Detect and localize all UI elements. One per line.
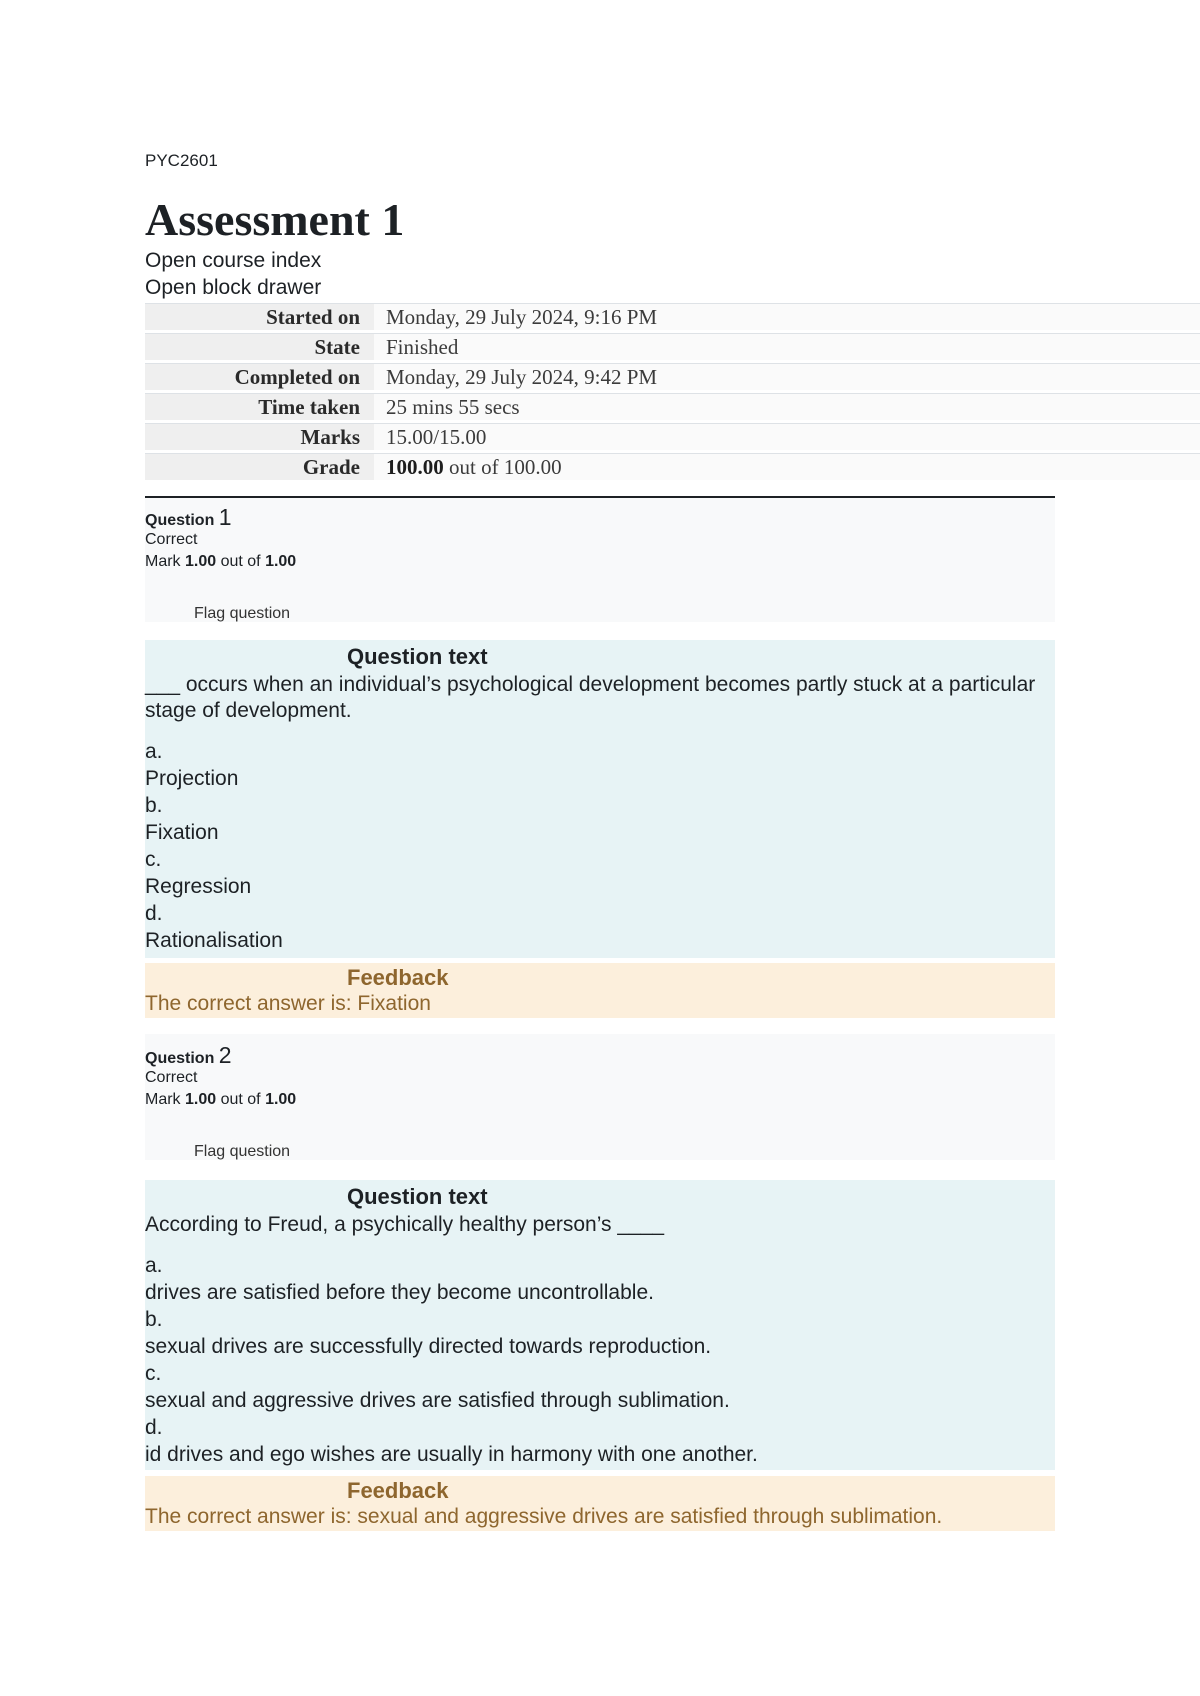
answer-options xyxy=(145,738,283,954)
summary-label: Started on xyxy=(145,303,374,330)
feedback-heading: Feedback xyxy=(347,965,449,990)
summary-row-completed xyxy=(145,363,1200,390)
option-text[interactable]: Regression xyxy=(145,875,252,898)
question-text-heading: Question text xyxy=(347,644,488,669)
question-state: Correct xyxy=(145,531,198,548)
feedback-heading: Feedback xyxy=(347,1478,449,1503)
summary-value: Monday, 29 July 2024, 9:16 PM xyxy=(374,303,1200,330)
summary-label: Grade xyxy=(145,453,374,480)
summary-value: Monday, 29 July 2024, 9:42 PM xyxy=(374,363,1200,390)
option-text[interactable]: Fixation xyxy=(145,821,219,844)
feedback-box xyxy=(145,963,1055,1018)
question-number-value: 2 xyxy=(218,1042,232,1068)
summary-row-grade xyxy=(145,453,1200,480)
question-content xyxy=(145,640,1055,958)
summary-row-started xyxy=(145,303,1200,330)
question-label: Question xyxy=(145,512,215,529)
question-info xyxy=(145,1034,1055,1160)
summary-value xyxy=(374,453,1200,480)
option-letter: b. xyxy=(145,1308,163,1331)
grade-value: 100.00 xyxy=(386,454,444,479)
option-text[interactable]: Rationalisation xyxy=(145,929,283,952)
option-text[interactable]: sexual drives are successfully directed towards reproduction. xyxy=(145,1335,712,1358)
open-course-index-link[interactable]: Open course index xyxy=(145,249,322,272)
question-number-value: 1 xyxy=(218,504,232,530)
course-code: PYC2601 xyxy=(145,151,218,170)
mark-prefix: Mark xyxy=(145,553,185,570)
summary-label: Completed on xyxy=(145,363,374,390)
answer-options xyxy=(145,1252,758,1468)
grade-suffix: out of 100.00 xyxy=(443,454,562,479)
flag-icon[interactable] xyxy=(171,602,187,620)
mark-max: 1.00 xyxy=(265,1091,297,1108)
question-number xyxy=(145,1042,232,1069)
question-state: Correct xyxy=(145,1069,198,1086)
summary-label: Time taken xyxy=(145,393,374,420)
question-text: ___ occurs when an individual’s psychological development becomes partly stuck at a particular stage of development. xyxy=(145,673,1036,722)
mark-max: 1.00 xyxy=(265,553,297,570)
summary-value: 25 mins 55 secs xyxy=(374,393,1200,420)
option-letter: d. xyxy=(145,1416,163,1439)
summary-row-state xyxy=(145,333,1200,360)
flag-question-button[interactable]: Flag question xyxy=(194,605,291,622)
summary-label: State xyxy=(145,333,374,360)
feedback-text: The correct answer is: Fixation xyxy=(145,992,431,1015)
mark-value: 1.00 xyxy=(185,1091,217,1108)
mark-prefix: Mark xyxy=(145,1091,185,1108)
mark-mid: out of xyxy=(216,1091,266,1108)
question-info xyxy=(145,496,1055,622)
mark-value: 1.00 xyxy=(185,553,217,570)
option-letter: a. xyxy=(145,740,163,763)
feedback-text: The correct answer is: sexual and aggressive drives are satisfied through sublimation. xyxy=(145,1505,943,1528)
option-letter: b. xyxy=(145,794,163,817)
summary-row-marks xyxy=(145,423,1200,450)
flag-icon[interactable] xyxy=(171,1140,187,1158)
question-text: According to Freud, a psychically healthy person’s ____ xyxy=(145,1213,665,1236)
summary-value: 15.00/15.00 xyxy=(374,423,1200,450)
question-number xyxy=(145,504,232,531)
open-block-drawer-link[interactable]: Open block drawer xyxy=(145,276,322,299)
feedback-box xyxy=(145,1476,1055,1531)
summary-value: Finished xyxy=(374,333,1200,360)
mark-mid: out of xyxy=(216,553,266,570)
option-letter: a. xyxy=(145,1254,163,1277)
flag-question-button[interactable]: Flag question xyxy=(194,1143,291,1160)
summary-row-time-taken xyxy=(145,393,1200,420)
question-label: Question xyxy=(145,1050,215,1067)
question-text-heading: Question text xyxy=(347,1184,488,1209)
question-content xyxy=(145,1180,1055,1470)
summary-label: Marks xyxy=(145,423,374,450)
question-grade xyxy=(145,1091,296,1109)
page-title: Assessment 1 xyxy=(145,194,405,245)
option-text[interactable]: drives are satisfied before they become uncontrollable. xyxy=(145,1281,654,1304)
option-text[interactable]: sexual and aggressive drives are satisfied through sublimation. xyxy=(145,1389,730,1412)
option-letter: c. xyxy=(145,1362,162,1385)
option-letter: c. xyxy=(145,848,162,871)
option-text[interactable]: id drives and ego wishes are usually in harmony with one another. xyxy=(145,1443,758,1466)
option-letter: d. xyxy=(145,902,163,925)
option-text[interactable]: Projection xyxy=(145,767,239,790)
question-grade xyxy=(145,553,296,571)
attempt-summary-table xyxy=(145,300,1200,483)
